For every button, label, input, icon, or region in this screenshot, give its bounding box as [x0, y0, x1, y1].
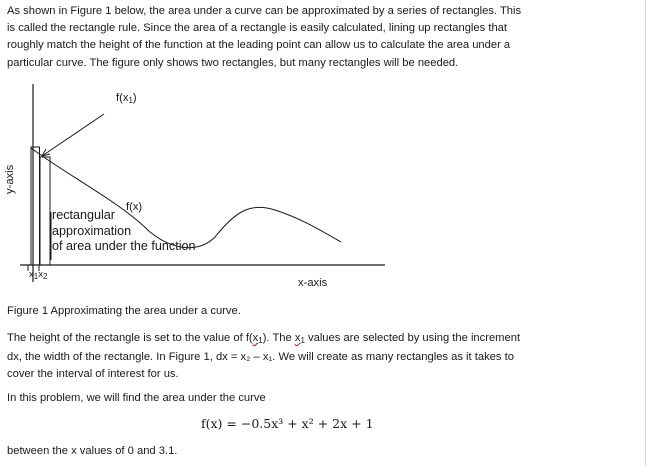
explanation-paragraph: The height of the rectangle is set to the value of $f(x_1)$. The $x_1$ values are selected by using the increment dx, the width of the rectangle. In Figure 1, dx = x₂ – x₁. We will create as many rectangles as it takes to cover the interval of interest for us. [7, 332, 521, 381]
intro-line: is called the rectangle rule. Since the area of a rectangle is easily calculated, lining up rectangles that [7, 22, 508, 35]
figure-graphic [0, 82, 400, 297]
spellcheck-word: $x_1$ [294, 332, 305, 345]
problem-paragraph: In this problem, we will find the area under the curve [7, 392, 266, 404]
x-tick-labels: $x_1x_2$ [29, 269, 48, 281]
figure-1 [0, 82, 400, 297]
intro-line: roughly match the height of the function at the leading point can allow us to calculate the area under a [7, 39, 511, 52]
page-right-border [645, 0, 646, 466]
intro-paragraph [7, 3, 521, 72]
explanation-line: cover the interval of interest for us. [7, 368, 179, 381]
explanation-line: dx, the width of the rectangle. In Figure 1, dx = x₂ – x₁. We will create as many rectangles as it takes to [7, 351, 514, 364]
function-label: f(x) [126, 201, 143, 213]
interval-paragraph: between the x values of 0 and 3.1. [7, 445, 178, 457]
pointer-line [42, 114, 104, 156]
rectangle-2 [40, 157, 50, 265]
figure-caption: Figure 1 Approximating the area under a curve. [7, 305, 241, 317]
annotation-line: of area under the function [52, 239, 196, 253]
equation: f(x) = −0.5x³ + x² + 2x + 1 [201, 416, 374, 431]
annotation-text [52, 208, 196, 255]
point-label: $f(x_1)$ [116, 92, 137, 105]
intro-line: particular curve. The figure only shows two rectangles, but many rectangles will be needed. [7, 56, 459, 69]
annotation-line: approximation [52, 223, 132, 238]
y-axis-label: y-axis [4, 164, 16, 194]
intro-line: As shown in Figure 1 below, the area under a curve can be approximated by a series of rectangles. This [7, 5, 522, 17]
spellcheck-word: $x_1$ [252, 332, 263, 345]
rectangle-1 [31, 147, 40, 265]
annotation-line: rectangular [52, 208, 116, 222]
x-axis-label: x-axis [298, 277, 328, 289]
